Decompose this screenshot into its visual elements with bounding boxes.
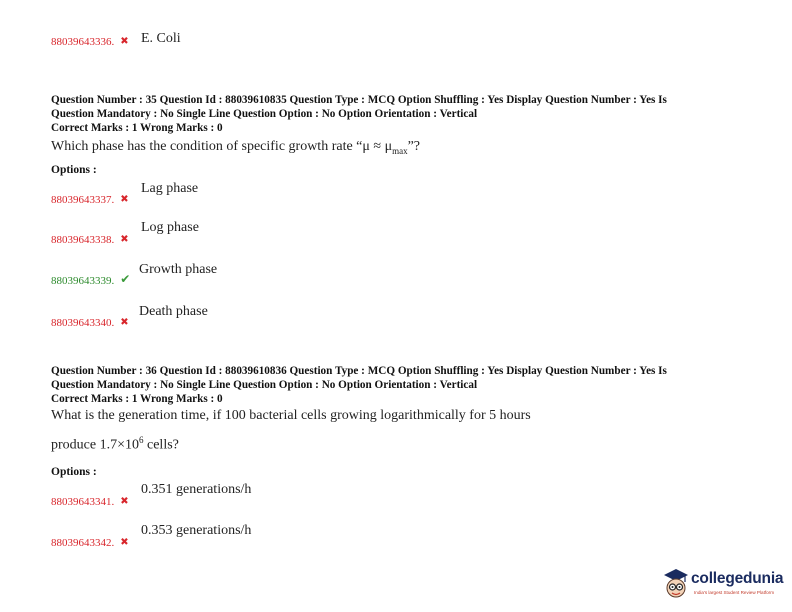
question-meta [51,364,667,406]
option-text: Death phase [139,304,208,319]
wrong-icon: ✖ [120,317,129,328]
question-text: produce $1.7\times 10^6$ cells? [51,435,179,453]
wrong-icon: ✖ [120,537,129,548]
option-id: 88039643338. [51,234,115,246]
wrong-icon: ✖ [120,194,129,205]
option-row [51,492,129,510]
option-row [51,533,129,551]
question-meta-line: Question Mandatory : No Single Line Question Option : No Option Orientation : Vertical [51,108,478,120]
option-row [51,313,129,331]
option-id: 88039643340. [51,317,115,329]
option-id: 88039643337. [51,194,115,206]
mascot-icon [661,566,691,602]
option-text: E. Coli [141,31,181,46]
option-text: 0.353 generations/h [141,523,252,538]
collegedunia-logo [661,566,789,606]
wrong-icon: ✖ [120,496,129,507]
wrong-icon: ✖ [120,36,129,47]
option-id: 88039643341. [51,496,115,508]
check-icon: ✔ [120,272,131,286]
option-text: Growth phase [139,262,218,277]
question-meta-line: Question Mandatory : No Single Line Question Option : No Option Orientation : Vertical [51,379,478,391]
question-text: What is the generation time, if 100 bacterial cells growing logarithmically for 5 hours [51,408,531,423]
option-text: Lag phase [141,181,199,196]
option-id: 88039643342. [51,537,115,549]
question-meta-line: Question Number : 36 Question Id : 88039610836 Question Type : MCQ Option Shuffling : Yes Display Question Number : Yes Is [51,365,667,377]
option-id: 88039643339. [51,275,115,287]
option-text: 0.351 generations/h [141,482,252,497]
option-row [51,271,130,289]
wrong-icon: ✖ [120,234,129,245]
question-meta [51,93,667,135]
question-text: Which phase has the condition of specific growth rate “$\mu \approx \mu_{max}$”? [51,139,421,156]
logo-wordmark: collegedunia [691,570,784,587]
logo-tagline: India's largest Student Review Platform [694,590,775,595]
question-meta-line: Correct Marks : 1 Wrong Marks : 0 [51,393,223,405]
option-row [51,190,129,208]
option-row [51,32,129,50]
question-meta-line: Question Number : 35 Question Id : 88039610835 Question Type : MCQ Option Shuffling : Yes Display Question Number : Yes Is [51,94,667,106]
options-label: Options : [51,164,97,176]
option-id: 88039643336. [51,36,115,48]
option-text: Log phase [141,220,199,235]
options-label: Options : [51,466,97,478]
question-meta-line: Correct Marks : 1 Wrong Marks : 0 [51,122,223,134]
option-row [51,230,129,248]
